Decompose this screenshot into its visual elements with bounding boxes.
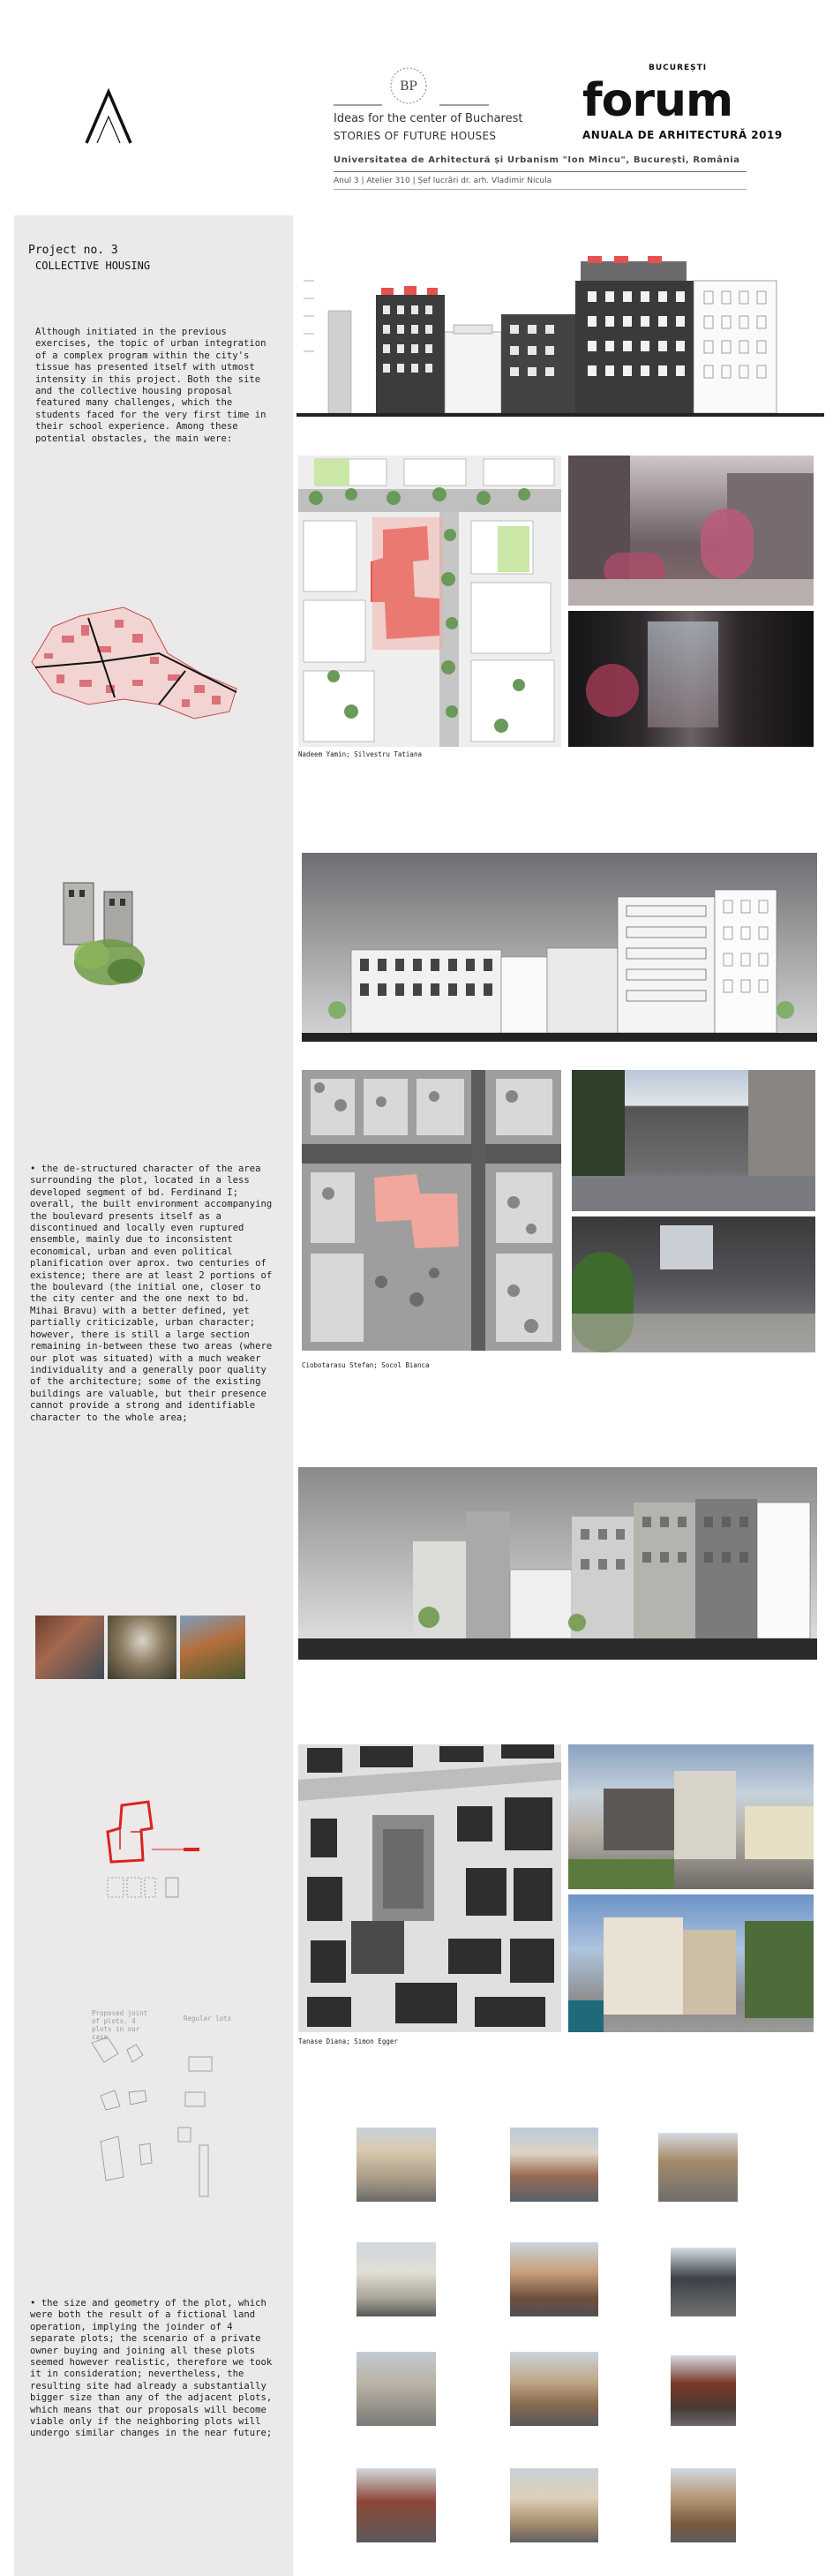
project-title: COLLECTIVE HOUSING xyxy=(35,260,151,272)
credit-caption: Ciobotarasu Stefan; Socol Bianca xyxy=(302,1361,430,1369)
divider xyxy=(334,171,747,172)
sketch-note-right: Regular lots xyxy=(184,2015,232,2022)
intro-paragraph: Although initiated in the previous exercises, the topic of urban integration of a complex program within the city's tissue has presented itself with utmost intensity in this project. Both the site and the collective housing proposal featured many challenges, which the students faced for the very first time in their school experience. Among these potential obstacles, the main were: xyxy=(35,327,266,444)
site-photo xyxy=(671,2355,736,2426)
city-map-image xyxy=(26,600,243,724)
site-photo xyxy=(658,2133,738,2202)
site-photo xyxy=(356,2468,436,2542)
interior-render-image xyxy=(568,611,814,747)
forum-logo: forum xyxy=(582,74,733,127)
street-render-image xyxy=(568,1894,814,2032)
site-photo xyxy=(356,2242,436,2316)
site-plan-2-image xyxy=(302,1070,561,1351)
site-photo xyxy=(510,2242,598,2316)
aerial-render-image xyxy=(568,1744,814,1889)
seal-text: BP xyxy=(400,79,417,94)
site-photo xyxy=(671,2248,736,2316)
ideas-subtitle: Ideas for the center of Bucharest xyxy=(334,112,523,125)
stories-subtitle: STORIES OF FUTURE HOUSES xyxy=(334,130,497,142)
site-photo xyxy=(356,2352,436,2426)
site-plan-1-image xyxy=(298,456,561,747)
site-photo xyxy=(510,2128,598,2202)
site-photo xyxy=(510,2468,598,2542)
header-rule-icon xyxy=(334,102,489,108)
university-line: Universitatea de Arhitectură și Urbanism "Ion Mincu", București, România xyxy=(334,155,740,165)
project-number: Project no. 3 xyxy=(28,244,118,257)
site-photo xyxy=(356,2128,436,2202)
street-elevation-3-image xyxy=(298,1467,817,1660)
divider xyxy=(334,189,747,190)
point-two-paragraph: • the size and geometry of the plot, which were both the result of a fictional land operation, implying the joinder of 4 separate plots; the scenario of a private owner buying and joining all these plots seemed however realistic, therefore we took it in consideration; nevertheless, the resulting site had already a substantially bigger size than any of the adjacent plots, which means that our proposals will become viable only if the neighboring plots will undergo similar changes in the near future; xyxy=(30,2298,273,2439)
credit-caption: Tanase Diana; Simon Egger xyxy=(298,2037,398,2045)
site-photo xyxy=(510,2352,598,2426)
site-photo xyxy=(35,1616,104,1679)
site-photo xyxy=(671,2468,736,2542)
plot-diagram-image xyxy=(95,1796,228,1911)
studio-line: Anul 3 | Atelier 310 | Șef lucrări dr. arh. Vladimir Nicula xyxy=(334,177,552,185)
passage-render-image xyxy=(572,1216,815,1352)
courtyard-render-image xyxy=(572,1070,815,1211)
street-elevation-1-image xyxy=(296,245,824,426)
bp-seal-icon xyxy=(381,65,436,106)
courtyard-render-image xyxy=(568,456,814,606)
site-photo xyxy=(180,1616,245,1679)
site-photo xyxy=(108,1616,176,1679)
watercolor-sketch-image xyxy=(55,874,152,990)
sketch-note-left: Proposed joint of plots, 4 plots in our case xyxy=(92,2009,148,2041)
point-one-paragraph: • the de-structured character of the area surrounding the plot, located in a less developed segment of bd. Ferdinand I; overall, the built environment accompanying the boulevard presents itself as a discontinued and locally even ruptured ensemble, mainly due to inconsistent economical, urban and even political planification over aprox. two centuries of existence; there are at least 2 portions of the boulevard (the initial one, closer to the city center and the one next to bd. Mihai Bravu) with a better defined, yet partially criticizable, urban character; however, there is still a large section remaining in-between these two areas (where our plot was situated) with a much weaker individuality and a generally poor quality of the architecture; some of the existing buildings are valuable, but their presence cannot provide a strong and identifiable character to the whole area; xyxy=(30,1164,273,1423)
school-logo-icon xyxy=(83,87,134,145)
credit-caption: Nadeem Yamin; Silvestru Tatiana xyxy=(298,750,422,758)
forum-city: BUCUREȘTI xyxy=(649,64,708,72)
forum-annual: ANUALA DE ARHITECTURĂ 2019 xyxy=(582,129,783,141)
street-elevation-2-image xyxy=(302,853,817,1042)
site-plan-3-image xyxy=(298,1744,561,2032)
